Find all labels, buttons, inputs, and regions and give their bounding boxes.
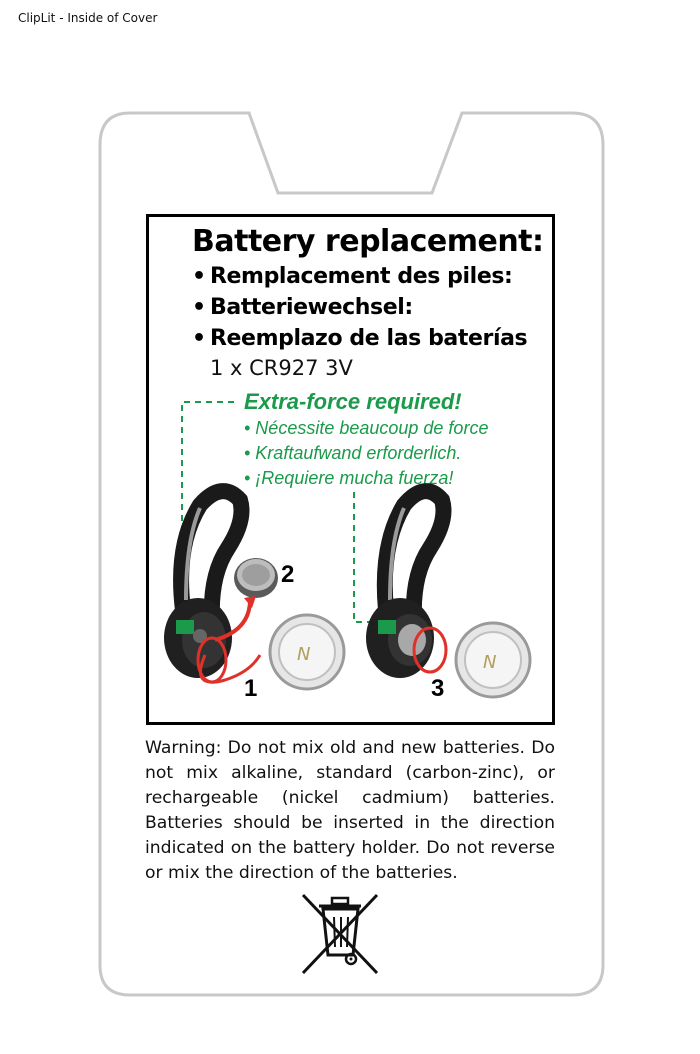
coin-battery [234,558,278,598]
language-text: Reemplazo de las baterías [210,326,528,351]
panel-title: Battery replacement: [192,224,544,259]
step-number-1: 1 [244,675,258,702]
crossed-out-wheelie-bin-icon [301,893,379,975]
battery-spec: 1 x CR927 3V [210,356,353,380]
cliplit-device-left [164,491,242,678]
dashed-leader-right [354,492,374,622]
battery-warning-text: Warning: Do not mix old and new batteries. Do not mix alkaline, standard (carbon-zinc), or rechargeable (nickel cadmium) batteries. Batteries should be inserted in the direction indicated on the battery holder. Do not reverse or mix the direction of the batteries. [145,738,555,883]
extra-force-title: Extra-force required! [244,389,462,414]
step-number-2: 2 [281,561,295,588]
svg-text:N: N [297,644,311,665]
bullet: • [192,264,206,289]
bullet: • [192,295,206,320]
lens-cover-right [456,623,530,697]
bullet: • [192,326,206,351]
step-number-3: 3 [431,675,445,702]
force-line-de: • Kraftaufwand erforderlich. [244,443,462,463]
force-line-fr: • Nécessite beaucoup de force [244,418,489,438]
cliplit-device-right [366,491,446,678]
language-text: Batteriewechsel: [210,295,413,320]
lens-cover-left [270,615,344,689]
language-text: Remplacement des piles: [210,264,513,289]
svg-text:N: N [483,652,497,673]
document-caption: ClipLit - Inside of Cover [18,11,158,25]
force-line-es: • ¡Requiere mucha fuerza! [244,468,454,488]
